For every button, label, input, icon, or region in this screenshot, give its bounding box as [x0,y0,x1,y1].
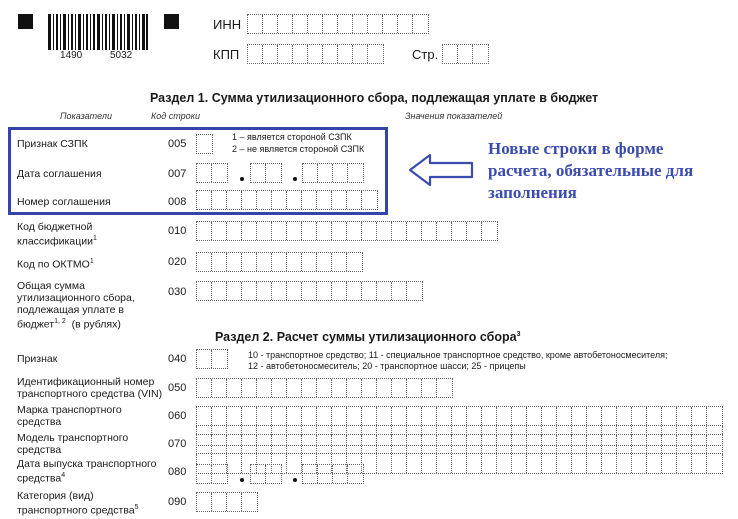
input-cell[interactable] [272,435,287,453]
input-cell[interactable] [347,222,362,240]
input-cell[interactable] [308,45,323,63]
row-050-code: 050 [168,382,187,394]
input-cell[interactable] [242,222,257,240]
inn-cells[interactable] [247,14,429,34]
column-code: Код строки [151,111,200,121]
input-cell[interactable] [692,454,707,473]
input-cell[interactable] [333,465,348,483]
input-cell[interactable] [407,435,422,453]
input-cell[interactable] [197,253,212,271]
input-cell[interactable] [317,435,332,453]
input-cell[interactable] [353,45,368,63]
input-cell[interactable] [542,435,557,453]
input-cell[interactable] [362,191,377,209]
input-cell[interactable] [662,407,677,425]
input-cell[interactable] [353,15,368,33]
input-cell[interactable] [677,435,692,453]
input-cell[interactable] [197,379,212,397]
row-005-cells[interactable] [196,134,213,154]
input-cell[interactable] [266,164,281,182]
input-cell[interactable] [257,191,272,209]
section1-title: Раздел 1. Сумма утилизационного сбора, подлежащая уплате в бюджет [150,91,599,105]
input-cell[interactable] [512,454,527,473]
input-cell[interactable] [287,222,302,240]
row-040-cells[interactable] [196,349,228,369]
input-cell[interactable] [227,454,242,473]
input-cell[interactable] [557,454,572,473]
input-cell[interactable] [377,222,392,240]
szpk-note-2: 2 – не является стороной СЗПК [232,144,365,154]
input-cell[interactable] [317,282,332,300]
input-cell[interactable] [197,135,212,153]
input-cell[interactable] [251,465,266,483]
input-cell[interactable] [302,379,317,397]
input-cell[interactable] [272,191,287,209]
input-cell[interactable] [302,407,317,425]
input-cell[interactable] [707,407,722,425]
input-cell[interactable] [302,435,317,453]
corner-marker-left [18,14,33,29]
input-cell[interactable] [413,15,428,33]
date-separator-dot [240,478,244,482]
input-cell[interactable] [212,350,227,368]
input-cell[interactable] [458,45,473,63]
input-cell[interactable] [497,407,512,425]
input-cell[interactable] [303,164,318,182]
input-cell[interactable] [617,407,632,425]
input-cell[interactable] [407,282,422,300]
input-cell[interactable] [542,454,557,473]
input-cell[interactable] [572,407,587,425]
input-cell[interactable] [332,379,347,397]
input-cell[interactable] [227,379,242,397]
input-cell[interactable] [263,45,278,63]
input-cell[interactable] [647,407,662,425]
input-cell[interactable] [248,45,263,63]
input-cell[interactable] [572,454,587,473]
date-separator-dot [240,177,244,181]
input-cell[interactable] [362,379,377,397]
row-090-cells[interactable] [196,492,258,512]
row-050-label: Идентификационный номер транспортного средства (VIN) [17,376,163,400]
input-cell[interactable] [377,407,392,425]
input-cell[interactable] [272,407,287,425]
input-cell[interactable] [308,15,323,33]
input-cell[interactable] [692,435,707,453]
input-cell[interactable] [197,164,212,182]
input-cell[interactable] [437,222,452,240]
input-cell[interactable] [303,465,318,483]
input-cell[interactable] [512,407,527,425]
barcode [48,14,148,50]
input-cell[interactable] [368,45,383,63]
row-040-code: 040 [168,353,187,365]
input-cell[interactable] [287,253,302,271]
input-cell[interactable] [227,493,242,511]
row-070-code: 070 [168,438,187,450]
input-cell[interactable] [242,253,257,271]
input-cell[interactable] [362,454,377,473]
input-cell[interactable] [362,407,377,425]
arrow-left-icon [408,152,474,188]
row-010-label: Код бюджетной классификации$^1$ [17,221,97,248]
input-cell[interactable] [347,253,362,271]
input-cell[interactable] [617,435,632,453]
input-cell[interactable] [647,435,662,453]
input-cell[interactable] [197,282,212,300]
input-cell[interactable] [632,435,647,453]
input-cell[interactable] [323,15,338,33]
kpp-label: КПП [213,47,240,62]
input-cell[interactable] [332,435,347,453]
input-cell[interactable] [527,454,542,473]
input-cell[interactable] [377,454,392,473]
input-cell[interactable] [662,454,677,473]
input-cell[interactable] [197,435,212,453]
input-cell[interactable] [362,282,377,300]
input-cell[interactable] [197,350,212,368]
date-separator-dot [293,478,297,482]
input-cell[interactable] [407,454,422,473]
row-008-code: 008 [168,196,187,208]
input-cell[interactable] [197,191,212,209]
input-cell[interactable] [318,465,333,483]
input-cell[interactable] [422,454,437,473]
input-cell[interactable] [242,493,257,511]
input-cell[interactable] [287,407,302,425]
input-cell[interactable] [437,454,452,473]
input-cell[interactable] [332,222,347,240]
input-cell[interactable] [257,407,272,425]
row-060-cells-1[interactable] [196,406,723,426]
barcode-number-left: 1490 [60,50,83,61]
input-cell[interactable] [527,435,542,453]
input-cell[interactable] [212,164,227,182]
row-010-code: 010 [168,225,187,237]
input-cell[interactable] [392,282,407,300]
input-cell[interactable] [227,282,242,300]
input-cell[interactable] [362,222,377,240]
input-cell[interactable] [242,407,257,425]
input-cell[interactable] [227,222,242,240]
input-cell[interactable] [542,407,557,425]
page-label: Стр. [412,47,439,62]
input-cell[interactable] [422,222,437,240]
szpk-note-1: 1 – является стороной СЗПК [232,132,352,142]
input-cell[interactable] [212,435,227,453]
input-cell[interactable] [212,253,227,271]
row-007-day-cells[interactable] [196,163,228,183]
input-cell[interactable] [467,407,482,425]
input-cell[interactable] [482,407,497,425]
input-cell[interactable] [212,493,227,511]
row-080-label: Дата выпуска транспортного средства$^4$ [17,458,157,485]
input-cell[interactable] [392,379,407,397]
input-cell[interactable] [452,407,467,425]
input-cell[interactable] [347,435,362,453]
input-cell[interactable] [557,407,572,425]
input-cell[interactable] [398,15,413,33]
input-cell[interactable] [317,379,332,397]
input-cell[interactable] [302,191,317,209]
input-cell[interactable] [212,191,227,209]
input-cell[interactable] [227,407,242,425]
inn-label: ИНН [213,17,242,32]
input-cell[interactable] [242,191,257,209]
kpp-cells[interactable] [247,44,384,64]
input-cell[interactable] [212,465,227,483]
row-090-label: Категория (вид) транспортного средства$^5$ [17,490,139,517]
row-008-label: Номер соглашения [17,196,111,208]
row-007-label: Дата соглашения [17,168,102,180]
input-cell[interactable] [392,222,407,240]
input-cell[interactable] [383,15,398,33]
input-cell[interactable] [323,45,338,63]
row-005-code: 005 [168,138,187,150]
input-cell[interactable] [602,454,617,473]
input-cell[interactable] [407,407,422,425]
input-cell[interactable] [257,435,272,453]
input-cell[interactable] [317,222,332,240]
input-cell[interactable] [602,435,617,453]
input-cell[interactable] [467,454,482,473]
input-cell[interactable] [197,222,212,240]
row-090-code: 090 [168,496,187,508]
input-cell[interactable] [347,191,362,209]
input-cell[interactable] [632,407,647,425]
input-cell[interactable] [347,282,362,300]
input-cell[interactable] [287,191,302,209]
input-cell[interactable] [227,191,242,209]
input-cell[interactable] [392,407,407,425]
input-cell[interactable] [407,379,422,397]
row-020-code: 020 [168,256,187,268]
row-080-year-cells[interactable] [302,464,364,484]
input-cell[interactable] [251,164,266,182]
input-cell[interactable] [482,435,497,453]
row-030-code: 030 [168,286,187,298]
input-cell[interactable] [348,465,363,483]
input-cell[interactable] [197,407,212,425]
input-cell[interactable] [497,454,512,473]
input-cell[interactable] [272,222,287,240]
input-cell[interactable] [263,15,278,33]
input-cell[interactable] [392,454,407,473]
input-cell[interactable] [362,435,377,453]
input-cell[interactable] [333,164,348,182]
priznak-note-1: 10 - транспортное средство; 11 - специальное транспортное средство, кроме автобетоносмесителя; [248,350,668,360]
row-007-year-cells[interactable] [302,163,364,183]
input-cell[interactable] [287,435,302,453]
input-cell[interactable] [437,407,452,425]
input-cell[interactable] [212,222,227,240]
input-cell[interactable] [293,15,308,33]
input-cell[interactable] [392,435,407,453]
row-008-cells[interactable] [196,190,378,210]
input-cell[interactable] [302,222,317,240]
input-cell[interactable] [332,282,347,300]
input-cell[interactable] [587,435,602,453]
input-cell[interactable] [332,191,347,209]
input-cell[interactable] [437,379,452,397]
row-030-cells[interactable] [196,281,423,301]
input-cell[interactable] [242,379,257,397]
input-cell[interactable] [317,191,332,209]
input-cell[interactable] [257,222,272,240]
input-cell[interactable] [347,379,362,397]
input-cell[interactable] [332,407,347,425]
input-cell[interactable] [707,454,722,473]
input-cell[interactable] [266,465,281,483]
input-cell[interactable] [482,222,497,240]
input-cell[interactable] [497,435,512,453]
input-cell[interactable] [437,435,452,453]
input-cell[interactable] [287,379,302,397]
input-cell[interactable] [212,379,227,397]
section2-title: Раздел 2. Расчет суммы утилизационного сбора$^3$ [215,330,521,344]
row-070-cells-1[interactable] [196,434,723,454]
input-cell[interactable] [602,407,617,425]
callout-text: Новые строки в форме расчета, обязательные для заполнения [488,139,694,202]
row-005-label: Признак СЗПК [17,138,88,150]
row-020-cells[interactable] [196,252,363,272]
input-cell[interactable] [347,407,362,425]
input-cell[interactable] [647,454,662,473]
input-cell[interactable] [332,253,347,271]
input-cell[interactable] [587,407,602,425]
input-cell[interactable] [272,253,287,271]
row-080-month-cells[interactable] [250,464,282,484]
input-cell[interactable] [302,253,317,271]
row-010-cells[interactable] [196,221,498,241]
input-cell[interactable] [452,454,467,473]
input-cell[interactable] [197,465,212,483]
input-cell[interactable] [257,379,272,397]
input-cell[interactable] [348,164,363,182]
input-cell[interactable] [212,407,227,425]
row-060-label: Марка транспортного средства [17,404,122,428]
input-cell[interactable] [677,454,692,473]
input-cell[interactable] [338,45,353,63]
input-cell[interactable] [467,435,482,453]
input-cell[interactable] [452,222,467,240]
priznak-note-2: 12 - автобетоносмеситель; 20 - транспортное шасси; 25 - прицепы [248,361,526,371]
input-cell[interactable] [482,454,497,473]
row-040-label: Признак [17,353,58,365]
input-cell[interactable] [197,493,212,511]
input-cell[interactable] [287,282,302,300]
row-070-label: Модель транспортного средства [17,432,129,456]
input-cell[interactable] [287,454,302,473]
input-cell[interactable] [257,253,272,271]
input-cell[interactable] [557,435,572,453]
date-separator-dot [293,177,297,181]
input-cell[interactable] [227,435,242,453]
input-cell[interactable] [242,435,257,453]
input-cell[interactable] [272,379,287,397]
column-indicators: Показатели [60,111,112,121]
row-080-day-cells[interactable] [196,464,228,484]
input-cell[interactable] [227,253,242,271]
input-cell[interactable] [318,164,333,182]
input-cell[interactable] [452,435,467,453]
input-cell[interactable] [293,45,308,63]
row-020-label: Код по ОКТМО$^1$ [17,258,94,271]
input-cell[interactable] [662,435,677,453]
input-cell[interactable] [377,435,392,453]
input-cell[interactable] [473,45,488,63]
row-007-month-cells[interactable] [250,163,282,183]
input-cell[interactable] [422,435,437,453]
row-060-code: 060 [168,410,187,422]
input-cell[interactable] [257,282,272,300]
barcode-number-right: 5032 [110,50,133,61]
input-cell[interactable] [317,407,332,425]
row-080-code: 080 [168,466,187,478]
input-cell[interactable] [368,15,383,33]
page-cells[interactable] [442,44,489,64]
input-cell[interactable] [707,435,722,453]
input-cell[interactable] [467,222,482,240]
input-cell[interactable] [632,454,647,473]
input-cell[interactable] [527,407,542,425]
row-050-cells[interactable] [196,378,453,398]
input-cell[interactable] [272,282,287,300]
row-030-label: Общая сумма утилизационного сбора, подлежащая уплате в бюджет$^{1, 2}$ (в рублях) [17,280,135,331]
input-cell[interactable] [512,435,527,453]
input-cell[interactable] [443,45,458,63]
input-cell[interactable] [587,454,602,473]
row-007-code: 007 [168,168,187,180]
input-cell[interactable] [422,407,437,425]
input-cell[interactable] [278,45,293,63]
input-cell[interactable] [278,15,293,33]
input-cell[interactable] [422,379,437,397]
input-cell[interactable] [242,282,257,300]
column-values: Значения показателей [405,111,503,121]
input-cell[interactable] [692,407,707,425]
input-cell[interactable] [407,222,422,240]
input-cell[interactable] [248,15,263,33]
input-cell[interactable] [377,282,392,300]
input-cell[interactable] [677,407,692,425]
input-cell[interactable] [572,435,587,453]
input-cell[interactable] [617,454,632,473]
input-cell[interactable] [302,282,317,300]
input-cell[interactable] [338,15,353,33]
corner-marker-right [164,14,179,29]
input-cell[interactable] [377,379,392,397]
input-cell[interactable] [212,282,227,300]
input-cell[interactable] [317,253,332,271]
